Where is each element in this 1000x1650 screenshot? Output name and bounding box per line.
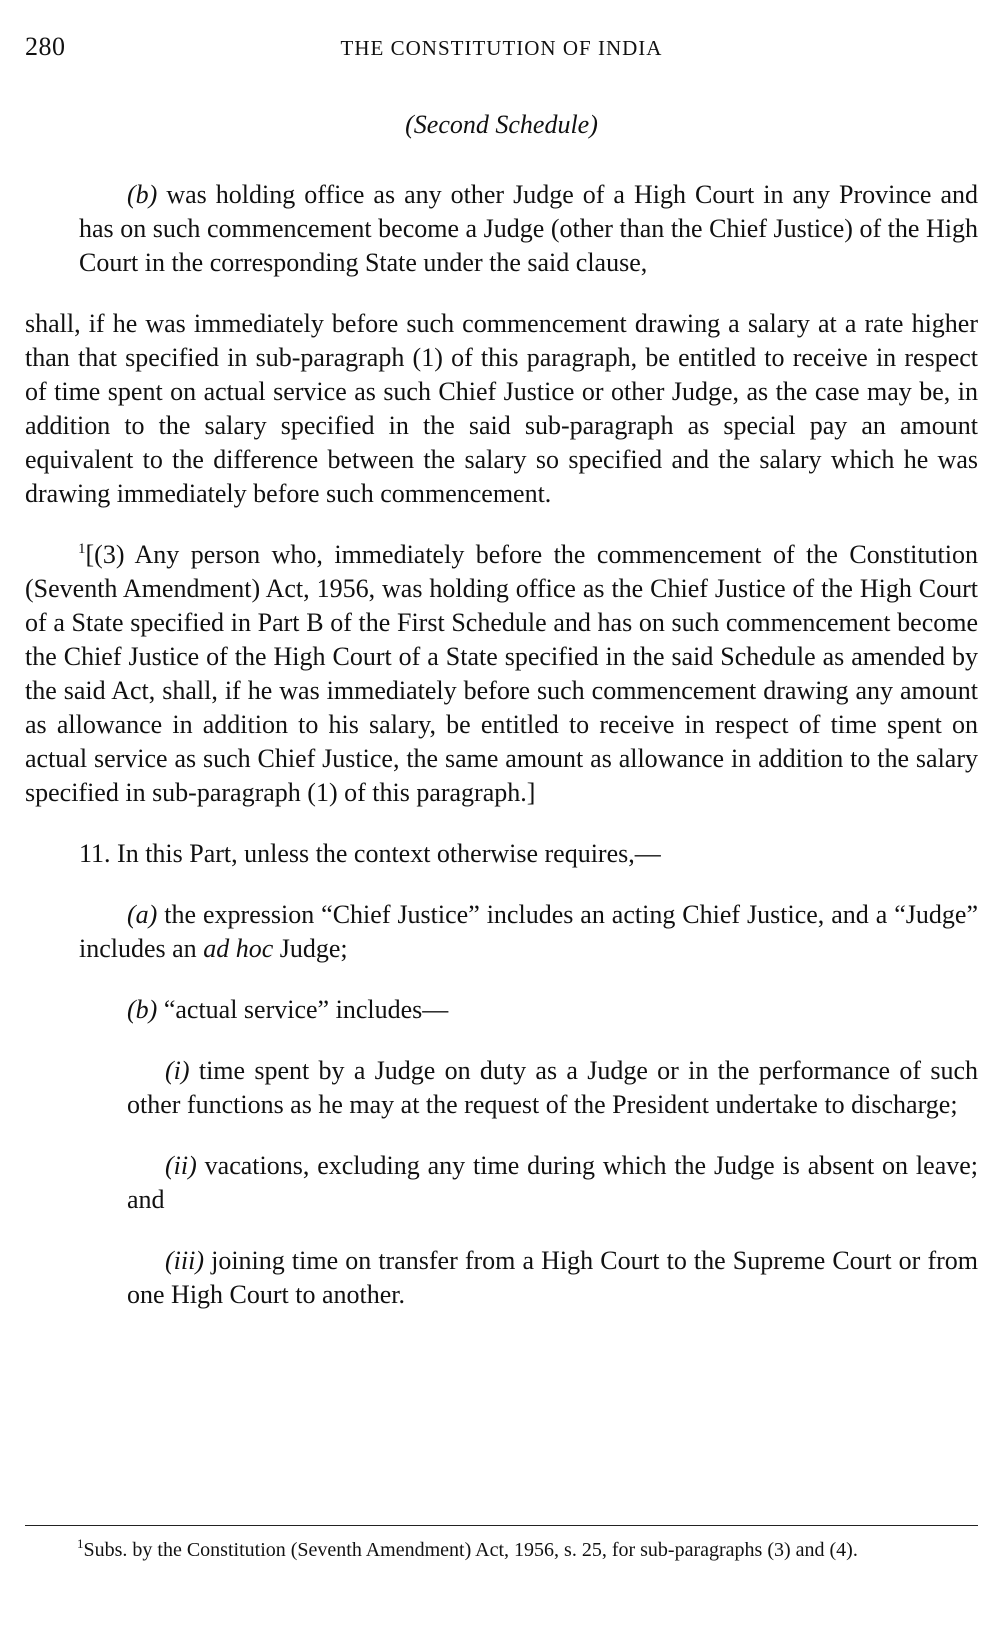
clause-b-paragraph: [25, 178, 978, 280]
item-i: [25, 1054, 978, 1122]
definition-a-adhoc: ad hoc: [203, 934, 274, 963]
footnote-text: Subs. by the Constitution (Seventh Amendment) Act, 1956, s. 25, for sub-paragraphs (3) and (4).: [83, 1539, 858, 1561]
page-number: 280: [25, 32, 66, 61]
paragraph-11: [25, 837, 978, 871]
definition-b-marker: (b): [127, 995, 158, 1024]
item-i-text: time spent by a Judge on duty as a Judge or in the performance of such other functions as he may at the request of the President undertake to discharge;: [127, 1056, 978, 1119]
shall-text: shall, if he was immediately before such commencement drawing a salary at a rate higher than that specified in sub-paragraph (1) of this paragraph, be entitled to receive in respect of time spent on actual service as such Chief Justice or other Judge, as the case may be, in addition to the salary specified in the said sub-paragraph as special pay an amount equivalent to the difference between the salary so specified and the salary which he was drawing immediately before such commencement.: [25, 309, 978, 508]
item-ii-marker: (ii): [165, 1151, 197, 1180]
clause-b-text: was holding office as any other Judge of a High Court in any Province and has on such commencement become a Judge (other than the Chief Justice) of the High Court in the corresponding State under the said clause,: [79, 180, 978, 277]
item-iii-text: joining time on transfer from a High Court to the Supreme Court or from one High Court to another.: [127, 1246, 978, 1309]
item-ii: [25, 1149, 978, 1217]
definition-b-text: “actual service” includes—: [157, 995, 449, 1024]
footnote: [25, 1537, 978, 1563]
running-title: THE CONSTITUTION OF INDIA: [340, 36, 663, 60]
sub-paragraph-3-text: [(3) Any person who, immediately before the commencement of the Constitution (Seventh Amendment) Act, 1956, was holding office as the Chief Justice of the High Court of a State specified in Part B of the First Schedule and has on such commencement become the Chief Justice of the High Court of a State specified in the said Schedule as amended by the said Act, shall, if he was immediately before such commencement drawing any amount as allowance in addition to his salary, be entitled to receive in respect of time spent on actual service as such Chief Justice, the same amount as allowance in addition to the salary specified in sub-paragraph (1) of this paragraph.]: [25, 540, 978, 807]
document-page: [25, 0, 978, 1650]
definition-a-text-2: Judge;: [273, 934, 348, 963]
footnote-reference: 1: [78, 541, 86, 557]
paragraph-11-text: 11. In this Part, unless the context otherwise requires,—: [79, 839, 661, 868]
item-ii-text: vacations, excluding any time during which the Judge is absent on leave; and: [127, 1151, 978, 1214]
definition-a-marker: (a): [127, 900, 158, 929]
page-header: [25, 32, 978, 72]
item-i-marker: (i): [165, 1056, 190, 1085]
definition-a: [25, 898, 978, 966]
schedule-label: (Second Schedule): [405, 110, 598, 139]
footnote-number: 1: [77, 1536, 84, 1551]
definition-a-text-1: the expression “Chief Justice” includes an acting Chief Justice, and a “Judge” includes an: [79, 900, 978, 963]
item-iii-marker: (iii): [165, 1246, 204, 1275]
footnote-divider: [25, 1525, 978, 1526]
shall-paragraph: [25, 307, 978, 511]
body-text: [25, 178, 978, 1339]
item-iii: [25, 1244, 978, 1312]
definition-b: [25, 993, 978, 1027]
sub-paragraph-3: [25, 538, 978, 810]
clause-b-marker: (b): [127, 180, 158, 209]
